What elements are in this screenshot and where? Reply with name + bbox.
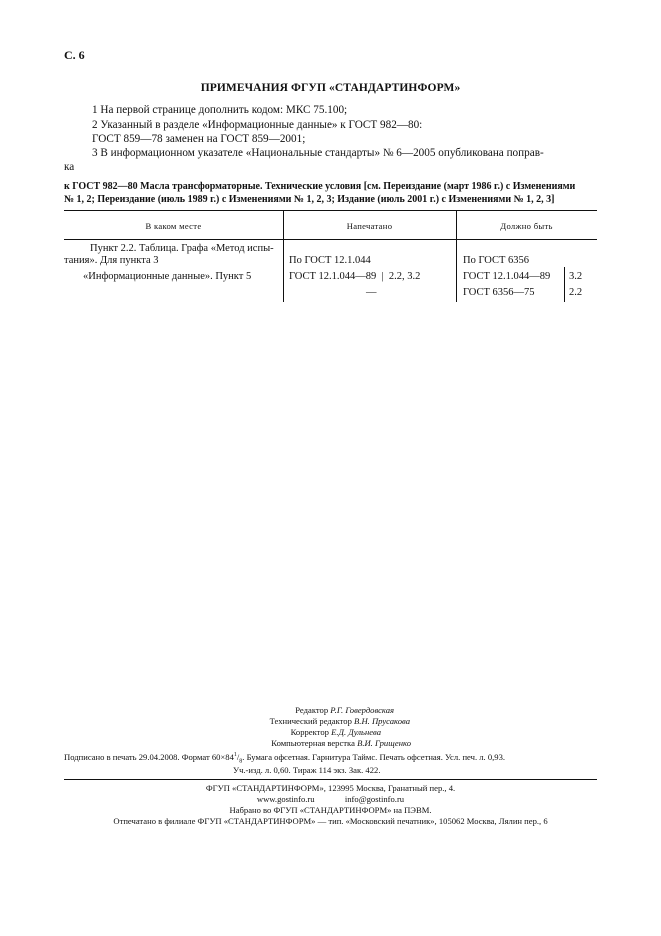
imprint-line2: Уч.-изд. л. 0,60. Тираж 114 экз. Зак. 422. <box>233 765 381 775</box>
table-cell-should-r1: По ГОСТ 6356 <box>463 255 530 266</box>
page-title: ПРИМЕЧАНИЯ ФГУП «СТАНДАРТИНФОРМ» <box>200 82 461 94</box>
typeset-note: Набрано во ФГУП «СТАНДАРТИНФОРМ» на ПЭВМ. <box>229 805 432 815</box>
note-2: 2 Указанный в разделе «Информационные данные» к ГОСТ 982—80: <box>92 119 423 131</box>
credit-layout <box>271 738 411 748</box>
printed-at-note: Отпечатано в филиале ФГУП «СТАНДАРТИНФОРМ» — тип. «Московский печатник», 105062 Москва, Лялин пер., 6 <box>113 816 548 826</box>
table-header-where: В каком месте <box>145 221 202 231</box>
table-header-should-be: Должно быть <box>500 221 553 231</box>
credit-tech-editor <box>270 716 410 726</box>
table-cell-should-r2-doc: ГОСТ 12.1.044—89 <box>463 271 551 282</box>
credit-tech-editor-label: Технический редактор <box>269 716 352 726</box>
table-cell-should-r3-val: 2.2 <box>569 287 583 298</box>
table-cell-should-r2-val: 3.2 <box>569 271 583 282</box>
table-header-rule <box>64 239 597 240</box>
publisher-website: www.gostinfo.ru <box>256 794 315 804</box>
note-2-continuation: ГОСТ 859—78 заменен на ГОСТ 859—2001; <box>92 133 306 145</box>
table-top-rule <box>64 210 597 211</box>
credit-corrector <box>291 727 381 737</box>
credit-editor-name: Р.Г. Говердовская <box>330 705 394 715</box>
page-number: С. 6 <box>64 48 85 62</box>
format-fraction-den: 8 <box>239 758 243 765</box>
table-cell-where-r1: Пункт 2.2. Таблица. Графа «Метод испы- <box>90 243 274 254</box>
table-cell-printed-r2: ГОСТ 12.1.044—89 | 2.2, 3.2 <box>289 271 421 282</box>
publisher-email: info@gostinfo.ru <box>344 794 405 804</box>
table-header-printed: Напечатано <box>346 221 393 231</box>
table-cell-printed-r3: — <box>366 287 377 298</box>
credit-editor <box>295 705 394 715</box>
imprint-line1-rest: . Бумага офсетная. Гарнитура Таймс. Печать офсетная. Усл. печ. л. 0,93. <box>242 752 506 762</box>
credit-corrector-label: Корректор <box>290 727 329 737</box>
table-cell-where-r1-cont: тания». Для пункта 3 <box>64 255 159 266</box>
note-1: 1 На первой странице дополнить кодом: МКС 75.100; <box>92 104 348 116</box>
note-3: 3 В информационном указателе «Национальные стандарты» № 6—2005 опубликована поправ- <box>92 147 544 159</box>
table-cell-should-r3-doc: ГОСТ 6356—75 <box>463 287 535 298</box>
credit-corrector-name: Е.Д. Дульнева <box>331 727 381 737</box>
format-fraction-num: 1 <box>233 752 237 759</box>
imprint-line1-start: Подписано в печать 29.04.2008. Формат 60×84 <box>64 752 234 762</box>
table-cell-where-r2: «Информационные данные». Пункт 5 <box>83 271 252 282</box>
credit-layout-name: В.И. Грищенко <box>357 738 411 748</box>
table-subcol-divider <box>564 267 565 302</box>
credit-layout-label: Компьютерная верстка <box>271 738 355 748</box>
note-3-continuation: ка <box>64 161 75 173</box>
amendment-caption-line2: № 1, 2; Переиздание (июль 1989 г.) с Изменениями № 1, 2, 3; Издание (июль 2001 г.) с Изменениями № 1, 2, 3] <box>64 194 555 205</box>
table-cell-printed-r1: По ГОСТ 12.1.044 <box>289 255 371 266</box>
amendment-caption-line1: к ГОСТ 982—80 Масла трансформаторные. Технические условия [см. Переиздание (март 1986 г.) с Изменениями <box>64 181 576 192</box>
imprint-rule <box>64 779 597 780</box>
credit-tech-editor-name: В.Н. Прусакова <box>354 716 410 726</box>
credit-editor-label: Редактор <box>295 705 329 715</box>
publisher-contacts <box>0 794 661 804</box>
imprint-line1: Подписано в печать 29.04.2008. Формат $60\times 84^1/_8$. Бумага офсетная. Гарнитура Таймс. Печать офсетная. Усл. печ. л. 0,93. <box>64 752 506 765</box>
publisher-address: ФГУП «СТАНДАРТИНФОРМ», 123995 Москва, Гранатный пер., 4. <box>205 783 456 793</box>
